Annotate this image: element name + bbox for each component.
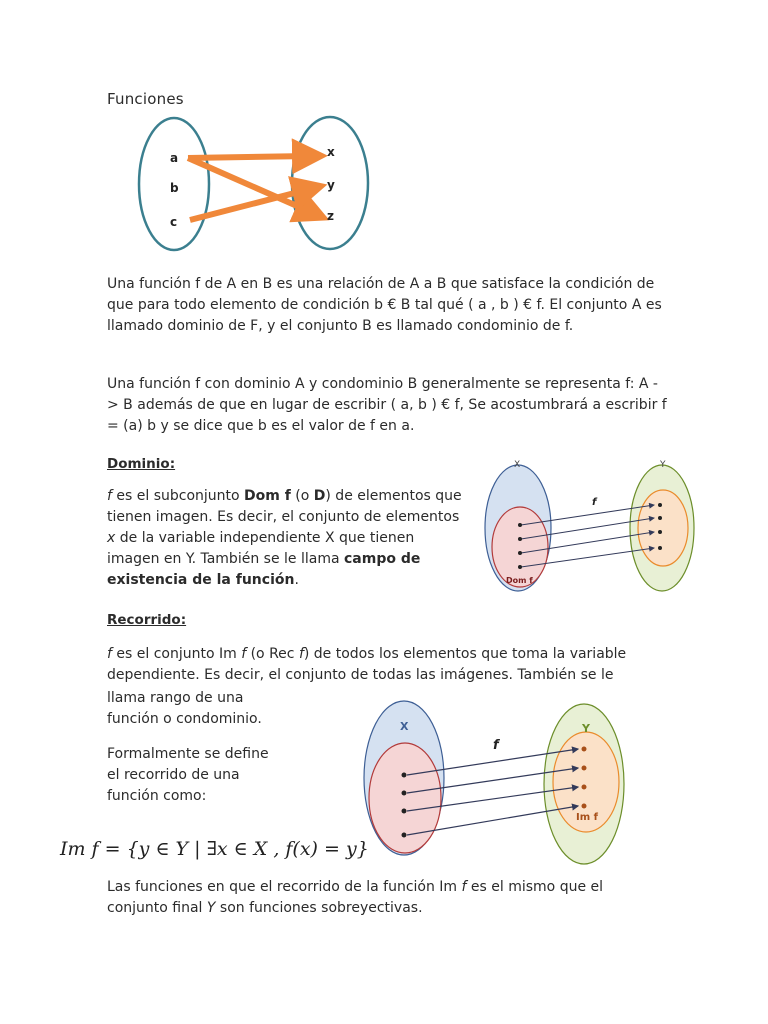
text-span: ) de elementos que tienen imagen. Es decir, el conjunto de elementos <box>107 488 462 525</box>
f-symbol: f <box>107 646 112 662</box>
im-f-label: Im f <box>576 812 598 823</box>
domain-point <box>518 565 522 569</box>
set-b-element: y <box>327 178 335 192</box>
f-symbol: f <box>461 879 467 895</box>
range-diagram <box>360 690 640 870</box>
text-line: llama rango de una <box>107 690 244 706</box>
x-label: X <box>400 720 409 733</box>
x-variable: x <box>107 530 116 546</box>
image-point <box>582 785 587 790</box>
text-span: es el mismo que el conjunto final <box>107 879 604 916</box>
domain-point <box>518 551 522 555</box>
domain-point <box>402 791 407 796</box>
text-span: de la variable independiente X que tienen imagen en Y. También se le llama <box>107 530 415 567</box>
f-symbol: f <box>107 488 112 504</box>
domain-point <box>402 809 407 814</box>
set-a-element: a <box>170 151 179 165</box>
image-point <box>658 546 662 550</box>
set-b-element: x <box>327 145 335 159</box>
dom-f-ellipse <box>492 507 548 587</box>
image-point <box>658 530 662 534</box>
campo-existencia-term: campo de existencia de la función <box>107 551 421 588</box>
set-a-element: b <box>170 181 179 195</box>
image-point <box>658 503 662 507</box>
domain-point <box>402 773 407 778</box>
image-point <box>582 747 587 752</box>
image-point <box>582 766 587 771</box>
text-span: son funciones sobreyectivas. <box>215 900 423 916</box>
set-b-element: z <box>327 209 334 223</box>
f-symbol: f <box>298 646 304 662</box>
image-ellipse <box>638 490 688 566</box>
image-point <box>658 516 662 520</box>
text-span: (o <box>290 488 314 504</box>
arrow-a-x <box>188 156 310 158</box>
text-span: es el conjunto Im <box>111 646 242 662</box>
definition-paragraph: Una función f de A en B es una relación de A a B que satisface la condición de que para todo elemento de condición b € B tal qué ( a , b ) € f. El conjunto A es llamado dominio de F, y el conjunto B es llamado condominio de f. <box>107 276 662 334</box>
text-span: es el subconjunto <box>111 488 245 504</box>
domain-diagram <box>480 455 700 605</box>
dom-f-term: Dom f <box>244 488 291 504</box>
text-line: función como: <box>107 788 207 804</box>
text-span: (o Rec <box>246 646 299 662</box>
range-formula: Im f = {y ∈ Y | ∃x ∈ X , f(x) = y} <box>60 838 369 860</box>
domain-point <box>518 537 522 541</box>
y-label: Y <box>582 722 590 735</box>
y-symbol: Y <box>206 900 216 916</box>
f-label: f <box>493 738 499 753</box>
y-label: Y <box>660 460 666 470</box>
dominio-heading: Dominio: <box>107 456 176 472</box>
notation-paragraph: Una función f con dominio A y condominio B generalmente se representa f: A -> B además de que en lugar de escribir ( a, b ) € f, Se acostumbrará a escribir f = (a) b y se dice que b es el valor de f en a. <box>107 376 667 434</box>
dom-f-label: Dom f <box>506 576 533 585</box>
page-title: Funciones <box>107 90 184 108</box>
x-label: X <box>514 460 521 470</box>
formal-definition-paragraph <box>107 744 327 807</box>
image-point <box>582 804 587 809</box>
text-span: . <box>294 572 299 588</box>
set-a-element: c <box>170 215 178 229</box>
recorrido-paragraph <box>107 644 667 686</box>
domain-point <box>518 523 522 527</box>
f-label: f <box>592 497 597 508</box>
domain-point <box>402 833 407 838</box>
text-line: Formalmente se define <box>107 746 269 762</box>
recorrido-heading: Recorrido: <box>107 612 187 628</box>
f-symbol: f <box>241 646 247 662</box>
text-span: ) de todos los elementos que toma la variable dependiente. Es decir, el conjunto de todas las imágenes. También se le <box>107 646 627 683</box>
function-mapping-diagram <box>130 115 380 255</box>
text-line: función o condominio. <box>107 711 262 727</box>
dominio-paragraph <box>107 486 467 591</box>
d-term: D <box>313 488 326 504</box>
text-span: Las funciones en que el recorrido de la función Im <box>107 879 462 895</box>
text-line: el recorrido de una <box>107 767 240 783</box>
surjective-paragraph <box>107 877 657 919</box>
recorrido-paragraph-cont <box>107 688 327 730</box>
